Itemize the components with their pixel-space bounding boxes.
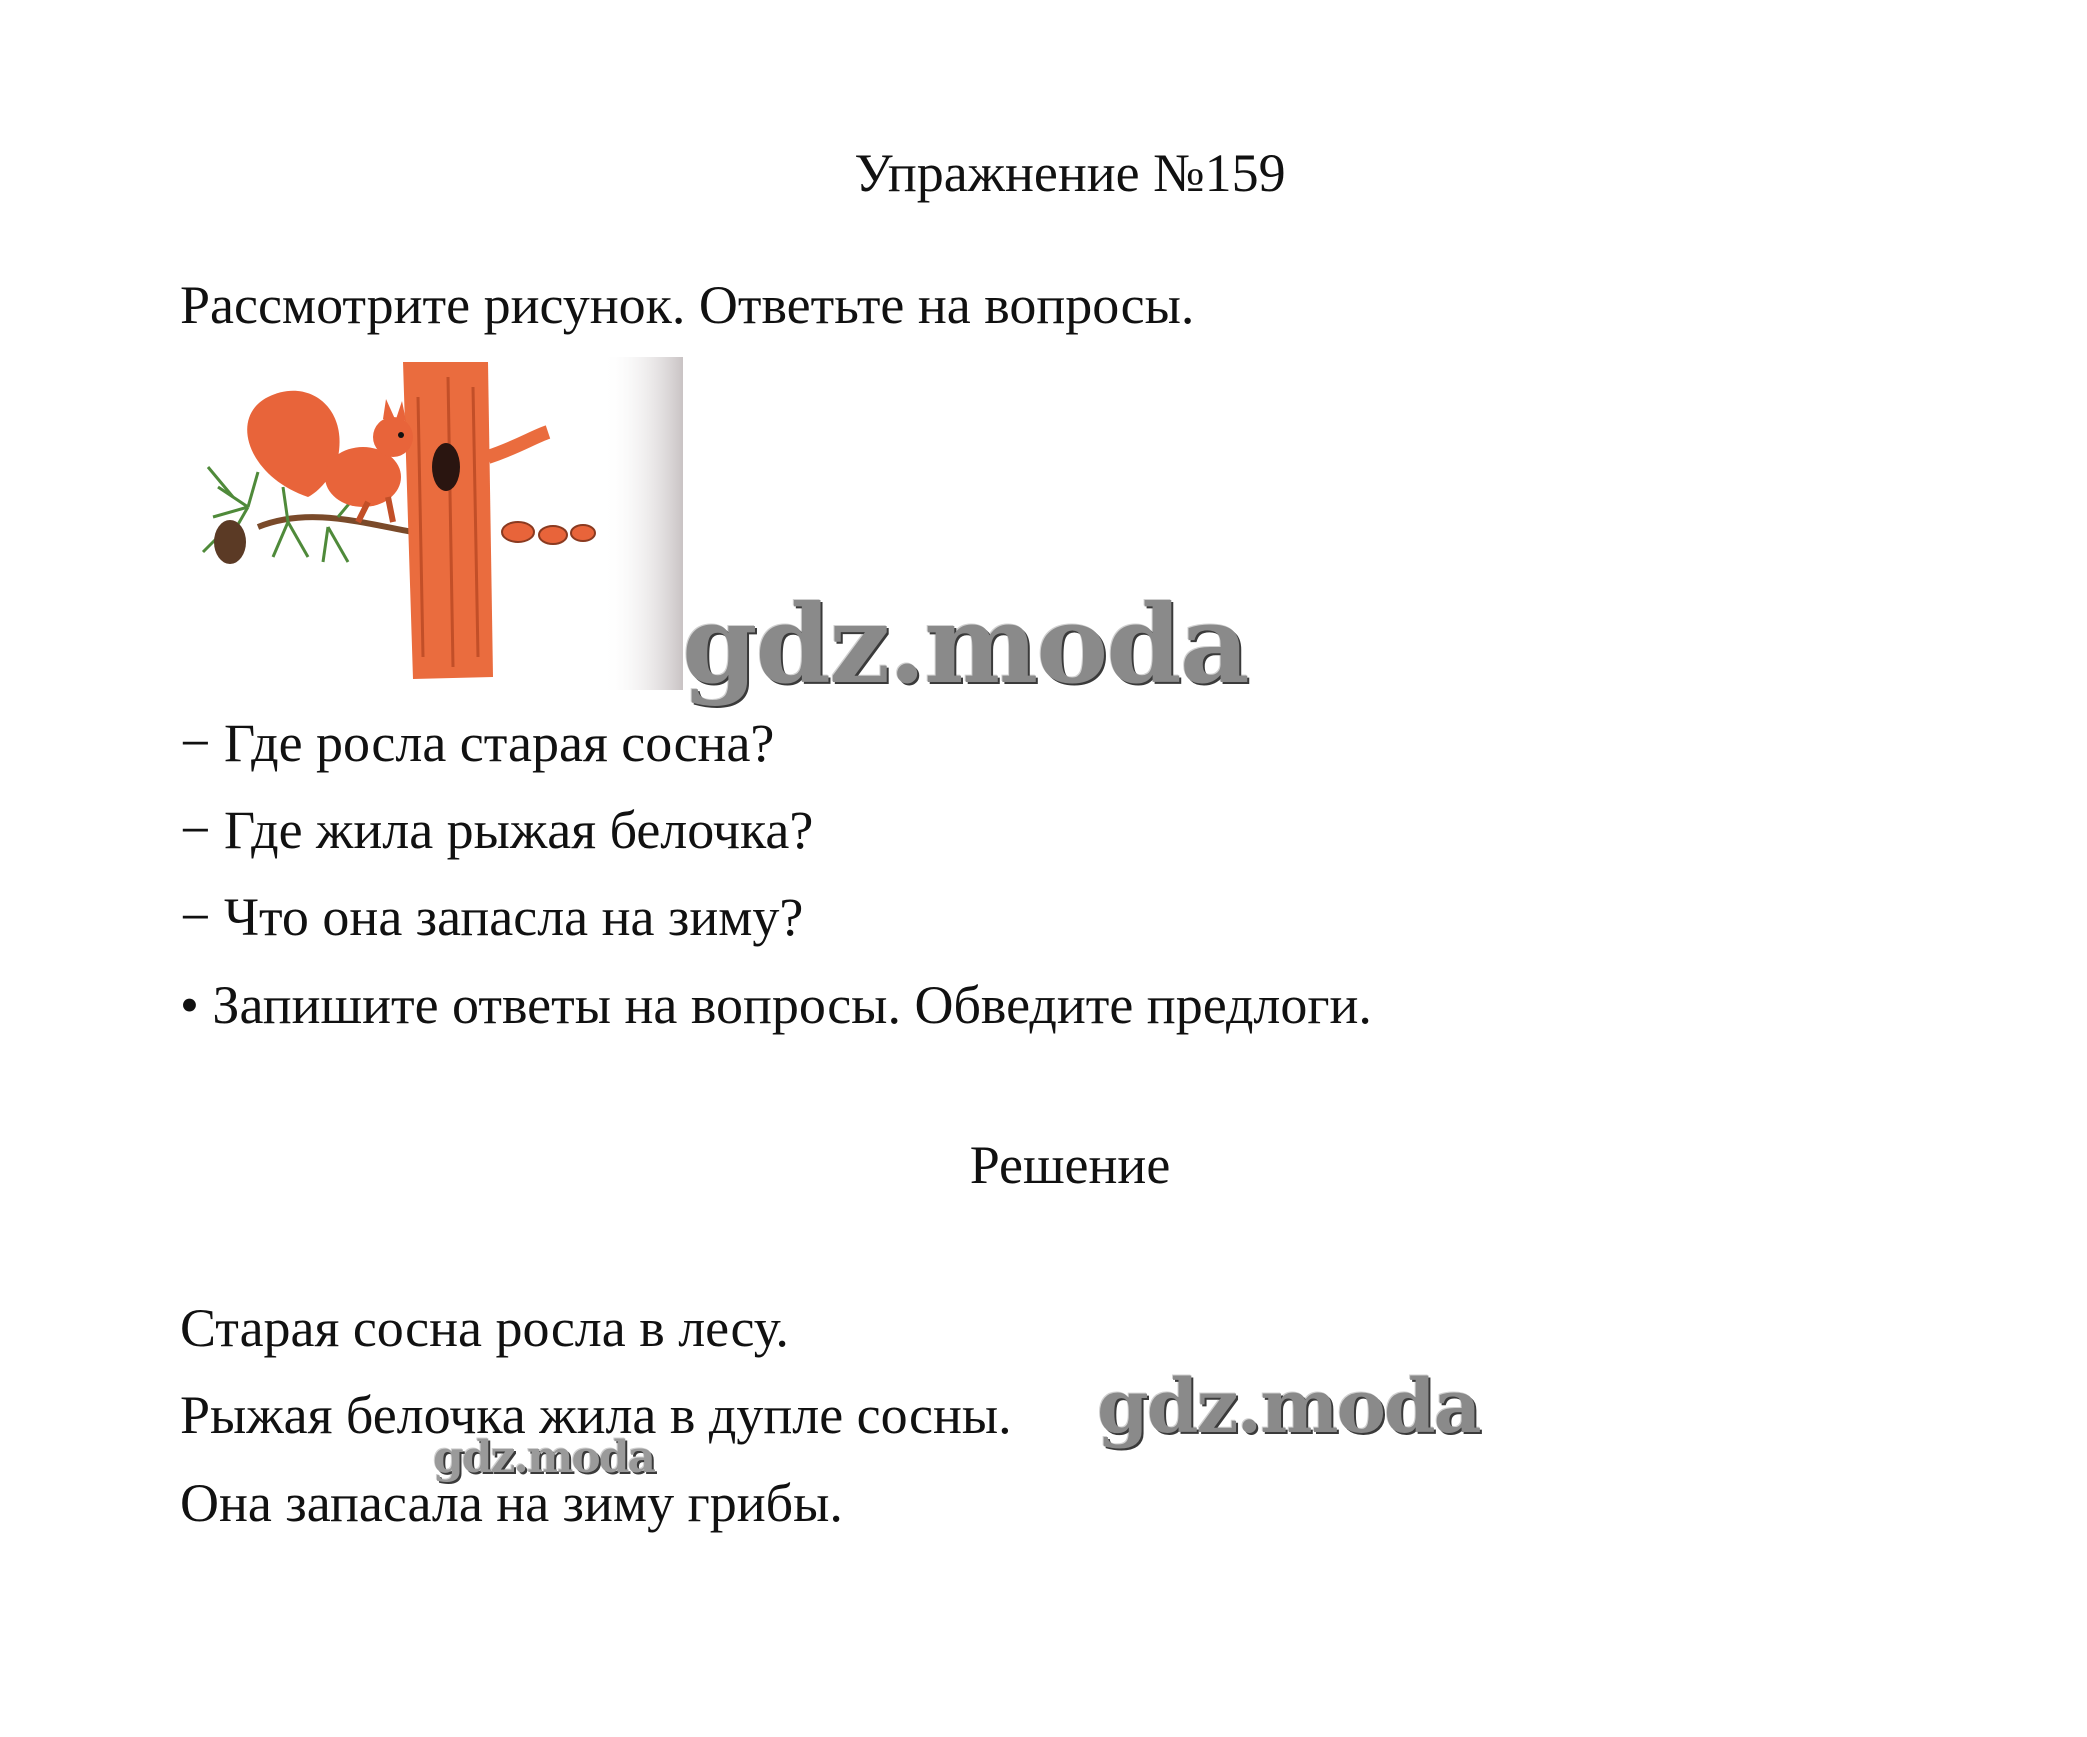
watermark: gdz.moda	[1097, 1364, 1480, 1450]
squirrel-icon	[188, 357, 683, 690]
solution-heading: Решение	[969, 1135, 1171, 1195]
answer-2: Рыжая белочка жила в дупле сосны.	[180, 1385, 1012, 1445]
answer-1: Старая сосна росла в лесу.	[180, 1298, 789, 1358]
watermark: gdz.moda	[433, 1432, 655, 1483]
question-3: − Что она запасла на зиму?	[180, 887, 804, 947]
watermark: gdz.moda	[682, 582, 1248, 708]
question-2: − Где жила рыжая белочка?	[180, 800, 814, 860]
question-1: − Где росла старая сосна?	[180, 713, 775, 773]
task-text: Рассмотрите рисунок. Ответьте на вопросы.	[180, 275, 1195, 335]
exercise-title: Упражнение №159	[854, 143, 1286, 203]
instruction-text: • Запишите ответы на вопросы. Обведите предлоги.	[180, 975, 1372, 1035]
squirrel-illustration	[188, 357, 683, 690]
answer-3: Она запасала на зиму грибы.	[180, 1473, 843, 1533]
